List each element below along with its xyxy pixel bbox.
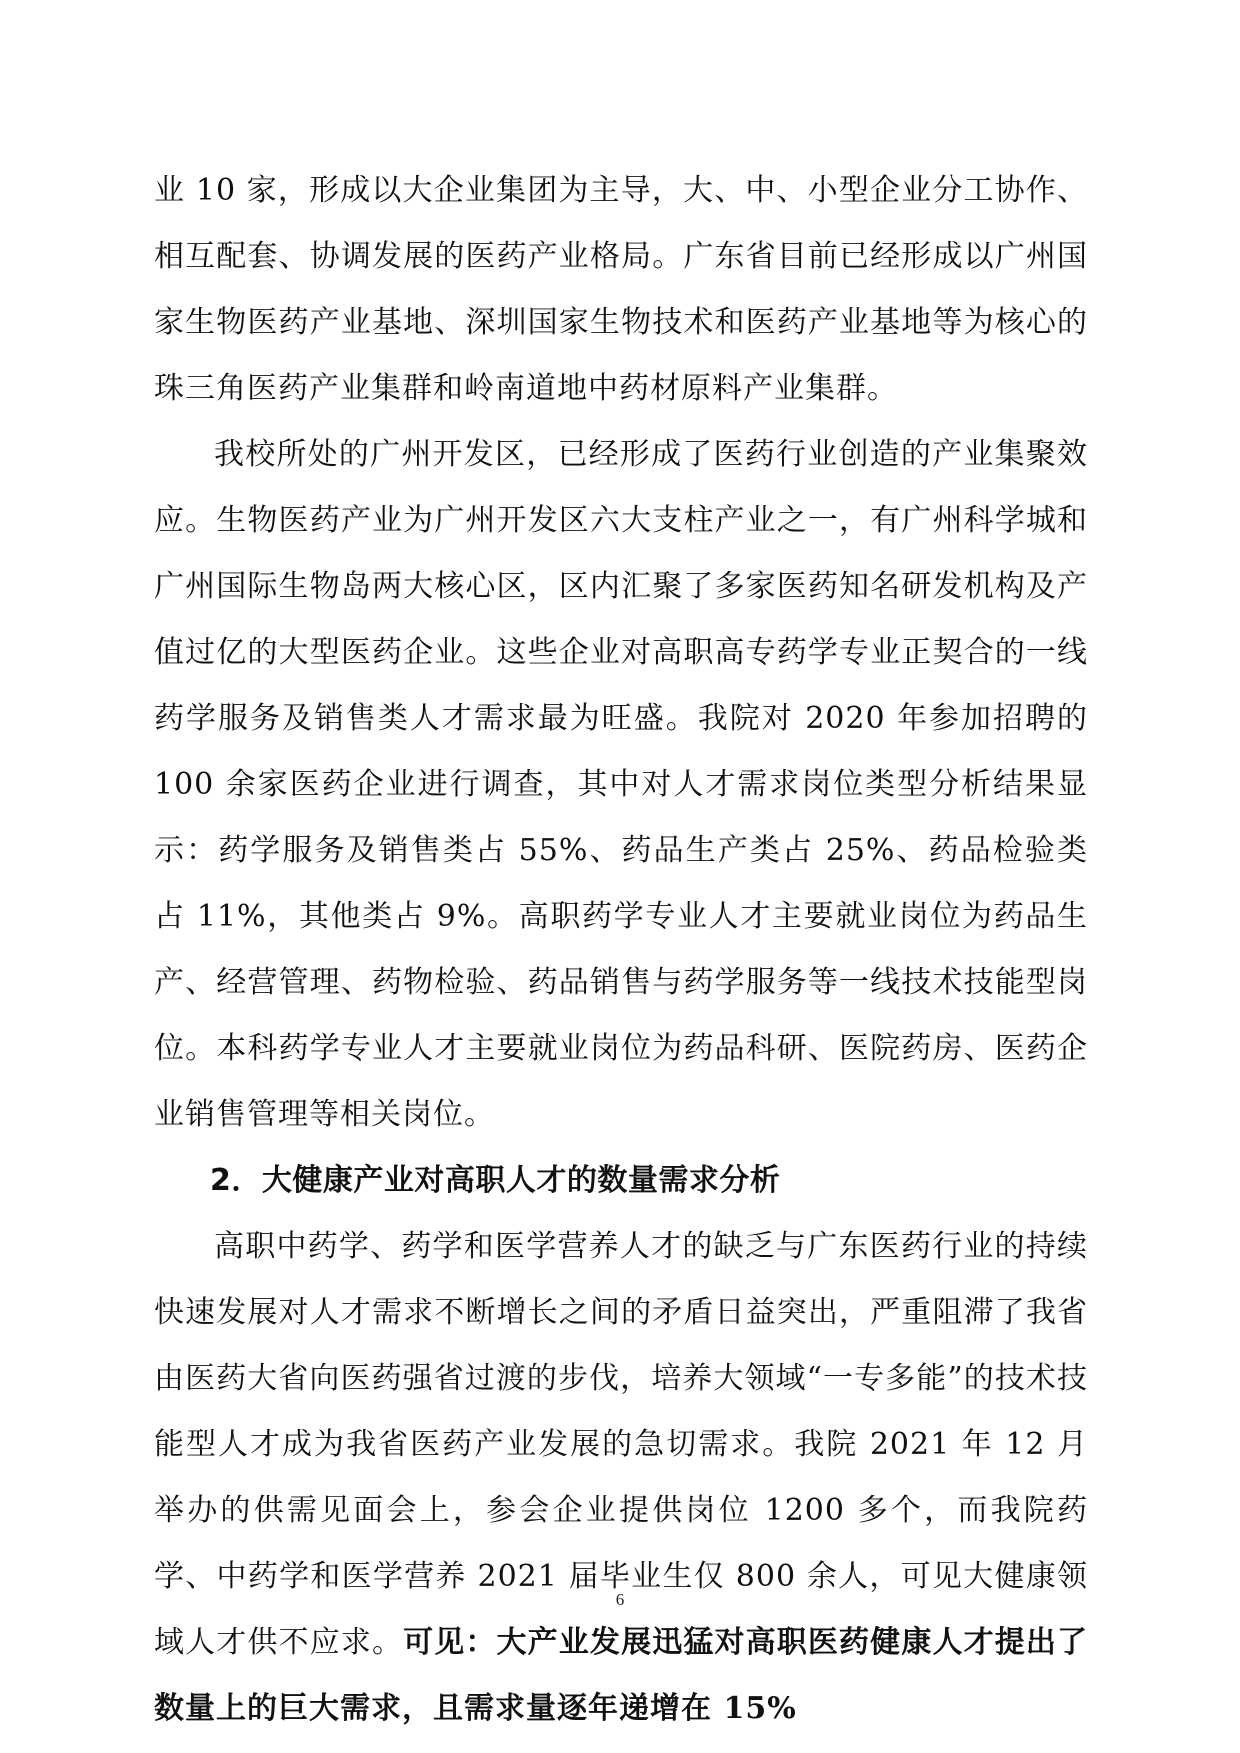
- body-paragraph-2: 我校所处的广州开发区，已经形成了医药行业创造的产业集聚效应。生物医药产业为广州开发区六大支柱产业之一，有广州科学城和广州国际生物岛两大核心区，区内汇聚了多家医药知名研发机构及产值过亿的大型医药企业。这些企业对高职高专药学专业正契合的一线药学服务及销售类人才需求最为旺盛。我院对 2020 年参加招聘的 100 余家医药企业进行调查，其中对人才需求岗位类型分析结果显示：药学服务及销售类占 55%、药品生产类占 25%、药品检验类占 11%，其他类占 9%。高职药学专业人才主要就业岗位为药品生产、经营管理、药物检验、药品销售与药学服务等一线技术技能型岗位。本科药学专业人才主要就业岗位为药品科研、医院药房、医药企业销售管理等相关岗位。: [154, 437, 1088, 1132]
- paragraph-text: 高职中药学、药学和医学营养人才的缺乏与广东医药行业的持续快速发展对人才需求不断增长之间的矛盾日益突出，严重阻滞了我省由医药大省向医药强省过渡的步伐，培养大领域“一专多能”的技术技能型人才成为我省医药产业发展的急切需求。我院 2021 年 12 月举办的供需见面会上，参会企业提供岗位 1200 多个，而我院药学、中药学和医学营养 2021 届毕业生仅 800 余人，可见大健康领域人才供不应求。: [154, 1229, 1088, 1660]
- body-paragraph-3: [154, 1214, 1088, 1742]
- section-heading: 2．大健康产业对高职人才的数量需求分析: [210, 1163, 781, 1198]
- emphasis-text: 可见：大产业发展迅猛对高职医药健康人才提出了数量上的巨大需求，且需求量逐年递增在 15%: [154, 1625, 1089, 1726]
- body-paragraph-1: 业 10 家，形成以大企业集团为主导，大、中、小型企业分工协作、相互配套、协调发展的医药产业格局。广东省目前已经形成以广州国家生物医药产业基地、深圳国家生物技术和医药产业基地等为核心的珠三角医药产业集群和岭南道地中药材原料产业集群。: [154, 173, 1088, 406]
- page-number: 6: [615, 1590, 625, 1609]
- document-page: [154, 158, 1088, 1742]
